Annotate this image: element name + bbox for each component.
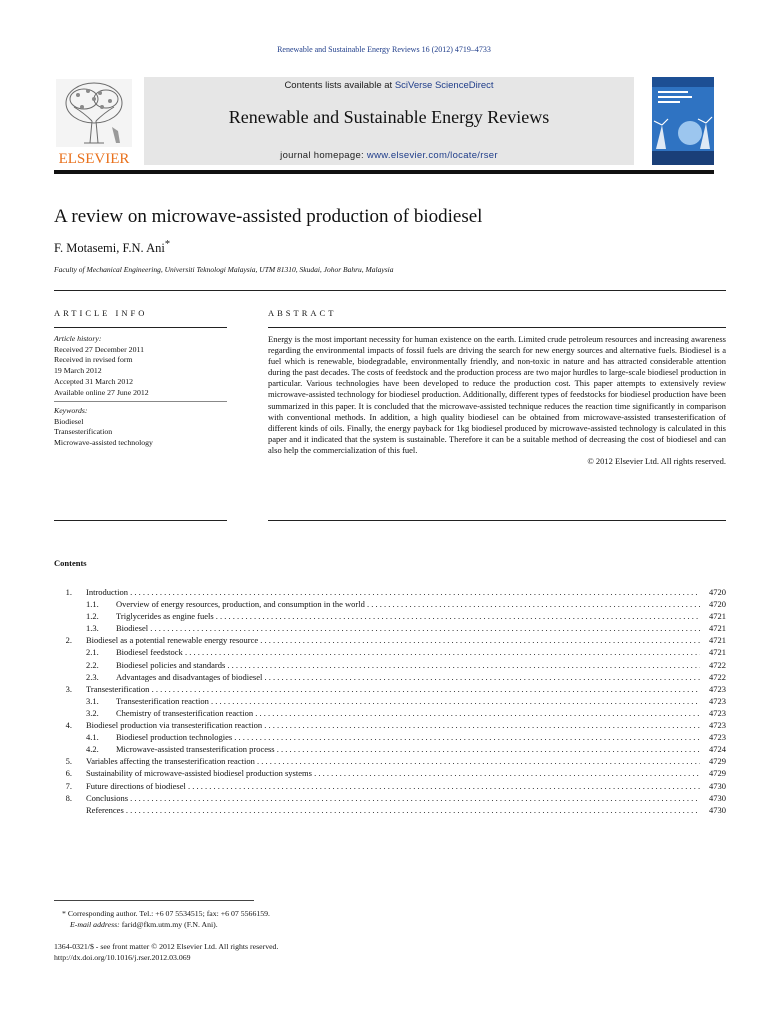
toc-subnumber: 1.3. xyxy=(86,623,99,634)
toc-title: Variables affecting the transesterification reaction . . . xyxy=(86,755,700,767)
footnote-rule xyxy=(54,900,254,901)
toc-title: Biodiesel as a potential renewable energy resource . . . xyxy=(86,634,700,646)
toc-page: 4721 xyxy=(700,622,726,634)
keyword: Microwave-assisted technology xyxy=(54,438,153,448)
toc-title: Chemistry of transesterification reaction . . . xyxy=(116,707,700,719)
toc-number: 1. xyxy=(65,587,72,597)
contents-title: Contents xyxy=(54,558,87,568)
abstract-body xyxy=(268,334,726,467)
toc-page: 4722 xyxy=(700,659,726,671)
toc-number: 7. xyxy=(65,780,72,791)
toc-entry[interactable] xyxy=(54,659,726,671)
history-line: Received 27 December 2011 xyxy=(54,344,144,354)
abstract-copyright: © 2012 Elsevier Ltd. All rights reserved. xyxy=(587,456,726,467)
sciencedirect-link[interactable]: SciVerse ScienceDirect xyxy=(394,80,494,91)
article-title: A review on microwave-assisted production of biodiesel xyxy=(54,206,483,227)
toc-page: 4721 xyxy=(700,634,726,646)
keyword: Transesterification xyxy=(54,427,113,437)
toc-entry[interactable] xyxy=(54,755,726,767)
toc-entry[interactable] xyxy=(54,586,726,598)
toc-page: 4723 xyxy=(700,683,726,695)
toc-subnumber: 2.1. xyxy=(86,647,99,658)
author-affiliation: Faculty of Mechanical Engineering, Universiti Teknologi Malaysia, UTM 81310, Skudai, Johor Bahru, Malaysia xyxy=(54,265,394,274)
toc-entry[interactable] xyxy=(54,671,726,683)
toc-title: Biodiesel feedstock . . . xyxy=(116,646,700,658)
running-header: Renewable and Sustainable Energy Reviews 16 (2012) 4719–4733 xyxy=(277,45,491,54)
toc-page: 4721 xyxy=(700,646,726,658)
issn-line: 1364-0321/$ - see front matter © 2012 Elsevier Ltd. All rights reserved. xyxy=(54,942,279,951)
toc-title: Overview of energy resources, production, and consumption in the world . . . xyxy=(116,598,700,610)
toc-entry[interactable] xyxy=(54,731,726,743)
toc-subnumber: 4.1. xyxy=(86,732,99,743)
corresponding-author-note: * Corresponding author. Tel.: +6 07 5534515; fax: +6 07 5566159. xyxy=(62,909,270,918)
toc-entry[interactable] xyxy=(54,792,726,804)
table-of-contents xyxy=(54,586,726,816)
toc-title: Biodiesel production via transesterification reaction . . . xyxy=(86,719,700,731)
author-names: F. Motasemi, F.N. Ani xyxy=(54,241,165,256)
toc-title: Introduction . . . xyxy=(86,586,700,598)
doi-line[interactable]: http://dx.doi.org/10.1016/j.rser.2012.03.069 xyxy=(54,953,191,962)
toc-page: 4723 xyxy=(700,731,726,743)
toc-title: Triglycerides as engine fuels . . . xyxy=(116,610,700,622)
toc-page: 4723 xyxy=(700,719,726,731)
abstract-heading: ABSTRACT xyxy=(268,308,337,318)
homepage-prefix: journal homepage: xyxy=(280,150,364,161)
journal-name: Renewable and Sustainable Energy Reviews xyxy=(228,107,550,127)
toc-subnumber: 1.1. xyxy=(86,599,99,610)
toc-title: References . . . xyxy=(86,804,700,816)
abstract-text: Energy is the most important necessity for human existence on the earth. Limited crude petroleum resources and increasing awareness regarding the environmental impacts of fossil fuels are driving the search for new energy sources and alternative fuels. Biodiesel is a fuel which is renewable, biodegradable, environmentally friendly, and non-toxic in nature and has attracted considerable attention during the past decades. The costs of feedstock and the production process are two major hurdles to large-scale biodiesel production in particular. Various technologies have been developed to reduce the production cost. This paper attempts to extensively review microwave-assisted technology for biodiesel production. Additionally, different types of feedstocks for biodiesel production have been summarized in this paper. It is concluded that the microwave-assisted technique reduces the reaction time significantly in comparison with conventional methods. In addition, a high quality biodiesel can be obtained from microwave-assisted transesterification of different kinds of oils. Finally, the energy payback for 1kg biodiesel produced by microwave-assisted technology is calculated in this paper and it indicated that the system is sustainable. Therefore it can be a suitable method of decreasing the cost of biodiesel and can also help the commercialization of this fuel. xyxy=(268,334,726,455)
history-line: 19 March 2012 xyxy=(54,366,102,376)
keyword: Biodiesel xyxy=(54,416,84,426)
toc-page: 4729 xyxy=(700,755,726,767)
toc-entry[interactable] xyxy=(54,646,726,658)
history-line: Available online 27 June 2012 xyxy=(54,387,149,397)
article-history xyxy=(54,334,229,398)
keywords-label: Keywords: xyxy=(54,406,88,415)
toc-number: 4. xyxy=(65,720,72,731)
toc-page: 4722 xyxy=(700,671,726,683)
toc-page: 4730 xyxy=(700,792,726,804)
journal-cover-image xyxy=(652,77,714,165)
toc-subnumber: 3.2. xyxy=(86,707,99,718)
toc-title: Sustainability of microwave-assisted biodiesel production systems . . . xyxy=(86,767,700,779)
toc-entry[interactable] xyxy=(54,743,726,755)
publisher-logo-text: ELSEVIER xyxy=(58,151,130,165)
banner-rule xyxy=(54,170,714,174)
toc-title: Advantages and disadvantages of biodiesel . . . xyxy=(116,671,700,683)
toc-title: Transesterification . . . xyxy=(86,683,700,695)
toc-entry[interactable] xyxy=(54,719,726,731)
toc-title: Conclusions . . . xyxy=(86,792,700,804)
toc-entry[interactable] xyxy=(54,780,726,792)
toc-page: 4720 xyxy=(700,598,726,610)
article-info-bottom-rule xyxy=(54,520,227,521)
info-top-rule xyxy=(54,290,726,291)
homepage-link[interactable]: www.elsevier.com/locate/rser xyxy=(366,150,498,161)
toc-entry[interactable] xyxy=(54,610,726,622)
toc-subnumber: 4.2. xyxy=(86,744,99,755)
keywords-block xyxy=(54,406,229,449)
toc-title: Transesterification reaction . . . xyxy=(116,695,700,707)
toc-entry[interactable] xyxy=(54,767,726,779)
toc-number: 5. xyxy=(65,756,72,767)
history-line: Accepted 31 March 2012 xyxy=(54,376,134,386)
toc-page: 4730 xyxy=(700,780,726,792)
toc-page: 4721 xyxy=(700,610,726,622)
toc-entry[interactable] xyxy=(54,598,726,610)
toc-page: 4723 xyxy=(700,695,726,707)
toc-title: Biodiesel . . . xyxy=(116,622,700,634)
email-address[interactable]: farid@fkm.utm.my (F.N. Ani). xyxy=(121,920,218,929)
toc-subnumber: 2.3. xyxy=(86,671,99,682)
toc-subnumber: 1.2. xyxy=(86,611,99,622)
toc-number: 6. xyxy=(65,768,72,779)
history-label: Article history: xyxy=(54,334,102,343)
toc-entry[interactable] xyxy=(54,804,726,816)
journal-banner xyxy=(54,77,714,165)
article-authors xyxy=(54,239,170,256)
contents-available-line xyxy=(144,80,634,91)
abstract-rule xyxy=(268,327,726,328)
toc-number: 8. xyxy=(65,792,72,803)
toc-title: Future directions of biodiesel . . . xyxy=(86,780,700,792)
toc-entry[interactable] xyxy=(54,695,726,707)
toc-page: 4724 xyxy=(700,743,726,755)
toc-subnumber: 2.2. xyxy=(86,659,99,670)
contents-prefix: Contents lists available at xyxy=(284,80,393,91)
elsevier-logo xyxy=(54,77,134,165)
toc-title: Microwave-assisted transesterification process . . . xyxy=(116,743,700,755)
toc-page: 4729 xyxy=(700,767,726,779)
email-line xyxy=(62,919,662,930)
footnote xyxy=(62,908,662,930)
toc-number: 2. xyxy=(65,635,72,646)
toc-number: 3. xyxy=(65,683,72,694)
journal-homepage-line xyxy=(144,150,634,161)
toc-entry[interactable] xyxy=(54,622,726,634)
toc-title: Biodiesel production technologies . . . xyxy=(116,731,700,743)
toc-title: Biodiesel policies and standards . . . xyxy=(116,659,700,671)
corresponding-author-mark: * xyxy=(164,239,171,250)
front-matter xyxy=(54,941,654,963)
toc-entry[interactable] xyxy=(54,707,726,719)
toc-subnumber: 3.1. xyxy=(86,695,99,706)
article-info-rule xyxy=(54,327,227,328)
toc-page: 4720 xyxy=(700,586,726,598)
article-info-heading: ARTICLE INFO xyxy=(54,308,148,318)
toc-entry[interactable] xyxy=(54,683,726,695)
toc-entry[interactable] xyxy=(54,634,726,646)
toc-page: 4723 xyxy=(700,707,726,719)
toc-page: 4730 xyxy=(700,804,726,816)
keywords-rule xyxy=(54,401,227,402)
abstract-bottom-rule xyxy=(268,520,726,521)
email-label: E-mail address: xyxy=(70,920,120,929)
history-line: Received in revised form xyxy=(54,355,133,365)
